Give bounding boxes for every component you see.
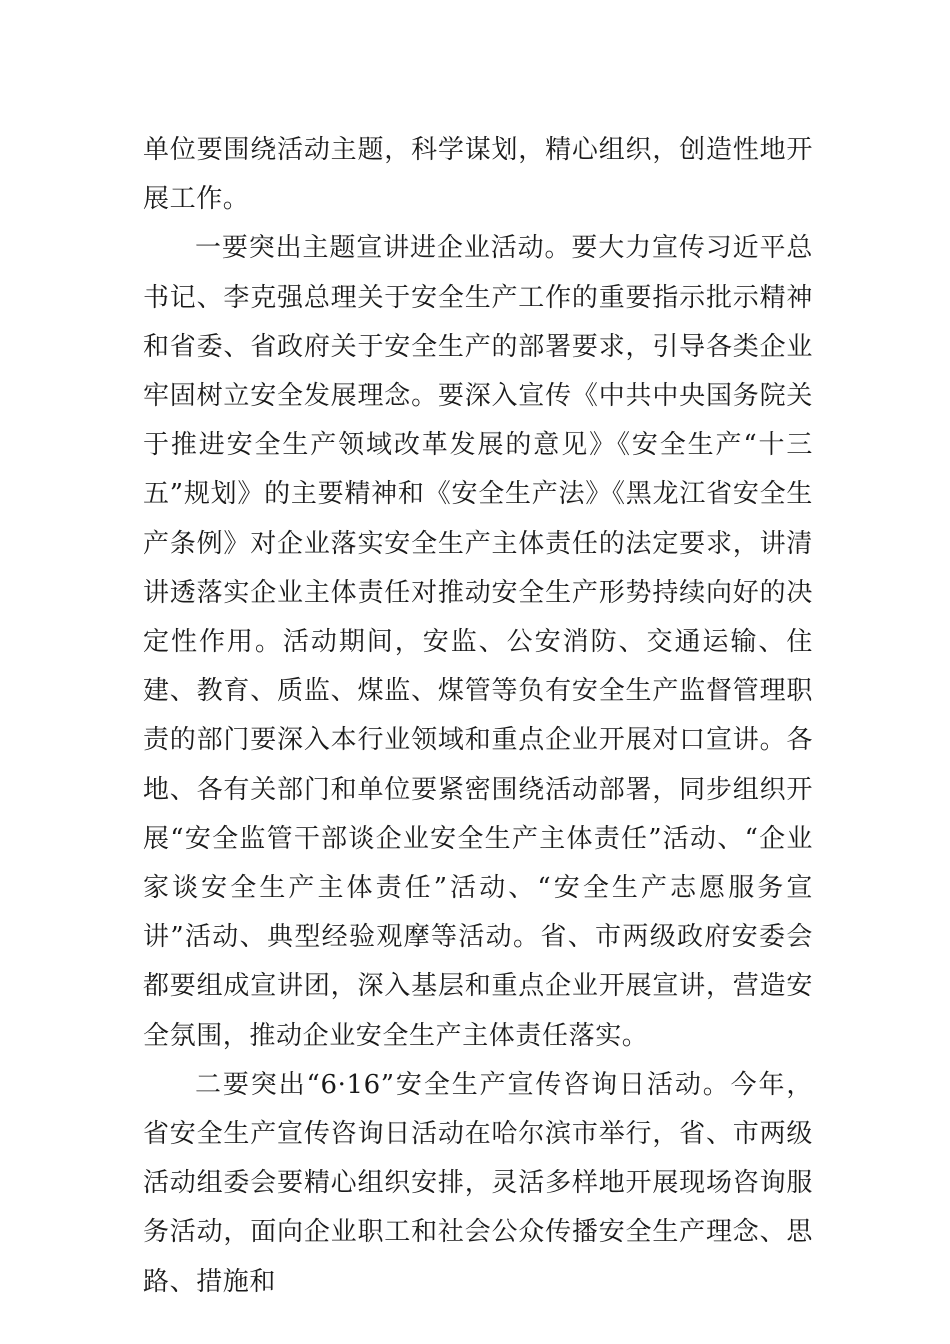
paragraph-consultation-day: 二要突出“6·16”安全生产宣传咨询日活动。今年，省安全生产宣传咨询日活动在哈尔滨市举行，省、市两级活动组委会要精心组织安排，灵活多样地开展现场咨询服务活动，面向企业职工和社会公众传播安全生产理念、思路、措施和 [143,1069,813,1297]
paragraph-continuation: 单位要围绕活动主题，科学谋划，精心组织，创造性地开展工作。 [143,135,813,215]
paragraph-theme-lectures: 一要突出主题宣讲进企业活动。要大力宣传习近平总书记、李克强总理关于安全生产工作的重要指示批示精神和省委、省政府关于安全生产的部署要求，引导各类企业牢固树立安全发展理念。要深入宣传《中共中央国务院关于推进安全生产领域改革发展的意见》《安全生产“十三五”规划》的主要精神和《安全生产法》《黑龙江省安全生产条例》对企业落实安全生产主体责任的法定要求，讲清讲透落实企业主体责任对推动安全生产形势持续向好的决定性作用。活动期间，安监、公安消防、交通运输、住建、教育、质监、煤监、煤管等负有安全生产监督管理职责的部门要深入本行业领域和重点企业开展对口宣讲。各地、各有关部门和单位要紧密围绕活动部署，同步组织开展“安全监管干部谈企业安全生产主体责任”活动、“企业家谈安全生产主体责任”活动、“安全生产志愿服务宣讲”活动、典型经验观摩等活动。省、市两级政府安委会都要组成宣讲团，深入基层和重点企业开展宣讲，营造安全氛围，推动企业安全生产主体责任落实。 [143,233,813,1051]
body-text [143,126,813,1307]
